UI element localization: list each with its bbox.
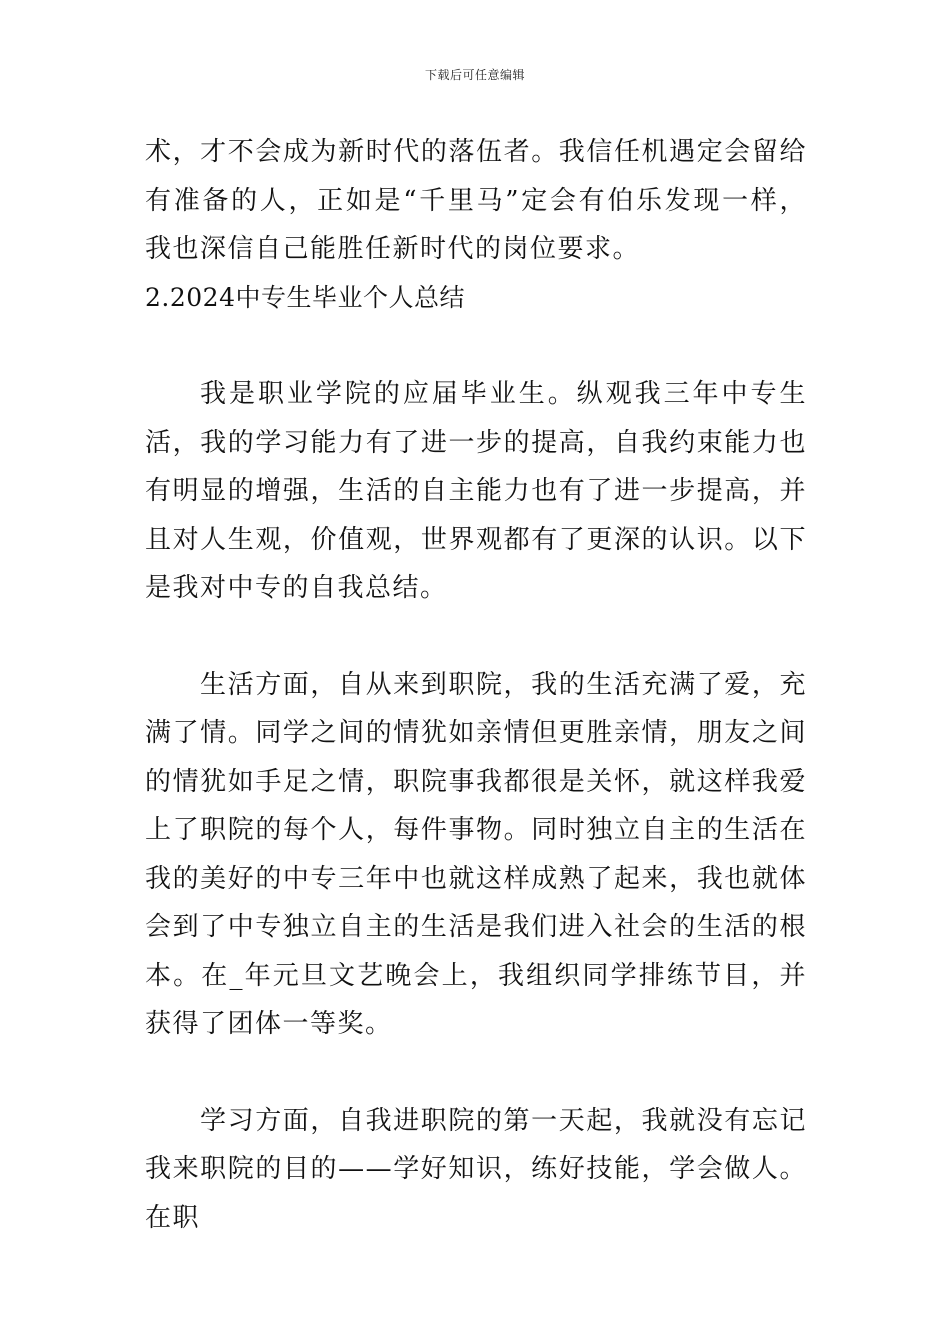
page-header: 下载后可任意编辑 xyxy=(424,68,525,82)
paragraph-intro: 我是职业学院的应届毕业生。纵观我三年中专生活，我的学习能力有了进一步的提高，自我约束能力也有明显的增强，生活的自主能力也有了进一步提高，并且对人生观，价值观，世界观都有了更深的认识。以下是我对中专的自我总结。 xyxy=(145,379,807,603)
paragraph-study: 学习方面，自我进职院的第一天起，我就没有忘记我来职院的目的——学好知识，练好技能，学会做人。在职 xyxy=(145,1105,807,1233)
paragraph-life: 生活方面，自从来到职院，我的生活充满了爱，充满了情。同学之间的情犹如亲情但更胜亲情，朋友之间的情犹如手足之情，职院事我都很是关怀，就这样我爱上了职院的每个人，每件事物。同时独立自主的生活在我的美好的中专三年中也就这样成熟了起来，我也就体会到了中专独立自主的生活是我们进入社会的生活的根本。在_年元旦文艺晚会上，我组织同学排练节目，并获得了团体一等奖。 xyxy=(145,669,807,1039)
document-body xyxy=(145,128,807,1242)
paragraph-continuation: 术，才不会成为新时代的落伍者。我信任机遇定会留给有准备的人，正如是“千里马”定会有伯乐发现一样，我也深信自己能胜任新时代的岗位要求。 xyxy=(145,137,807,264)
section-heading: 2.2024中专生毕业个人总结 xyxy=(145,282,465,312)
